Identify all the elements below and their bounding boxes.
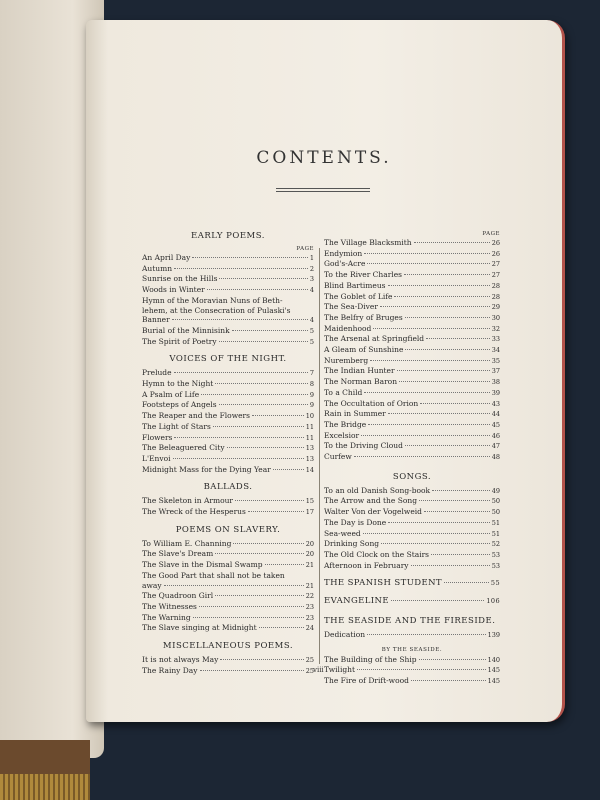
toc-entry bbox=[324, 655, 500, 666]
toc-entry bbox=[142, 465, 314, 476]
toc-entry bbox=[324, 409, 500, 420]
toc-entry-title: The Slave's Dream bbox=[142, 549, 214, 559]
leader-dots bbox=[201, 394, 308, 395]
toc-entry-page: 17 bbox=[305, 508, 314, 517]
toc-entry bbox=[142, 379, 314, 390]
toc-entry-title: The Occultation of Orion bbox=[324, 398, 419, 408]
leader-dots bbox=[273, 469, 304, 470]
toc-entry-page: 46 bbox=[491, 431, 500, 440]
toc-entry-line: The Good Part that shall not be taken bbox=[142, 570, 285, 580]
section-heading: EARLY POEMS. bbox=[191, 231, 265, 241]
toc-entry-title: The Belfry of Bruges bbox=[324, 312, 403, 322]
toc-entry bbox=[324, 561, 500, 572]
leader-dots bbox=[388, 413, 490, 414]
toc-entry-page: 24 bbox=[305, 624, 314, 633]
leader-dots bbox=[405, 349, 489, 350]
leader-dots bbox=[368, 424, 490, 425]
toc-entry-page: 140 bbox=[487, 655, 500, 664]
toc-entry-page: 5 bbox=[309, 326, 314, 335]
toc-entry-title: Banner bbox=[142, 315, 170, 325]
toc-entry bbox=[142, 315, 314, 326]
leader-dots bbox=[354, 456, 490, 457]
toc-entry bbox=[324, 399, 500, 410]
leader-dots bbox=[391, 600, 484, 601]
toc-entry-title: The Fire of Drift-wood bbox=[324, 675, 409, 685]
toc-entry-title: To William E. Channing bbox=[142, 538, 232, 548]
toc-entry bbox=[142, 433, 314, 444]
toc-entry-title: Prelude bbox=[142, 368, 172, 378]
toc-entry-page: 3 bbox=[309, 275, 314, 284]
leader-dots bbox=[232, 330, 308, 331]
toc-entry-page: 27 bbox=[491, 260, 500, 269]
toc-entry-title: Twilight bbox=[324, 665, 355, 675]
page-column-label: PAGE bbox=[296, 246, 314, 252]
toc-entry-title: To the River Charles bbox=[324, 270, 402, 280]
leader-dots bbox=[367, 634, 485, 635]
toc-entry bbox=[142, 623, 314, 634]
toc-entry bbox=[142, 496, 314, 507]
toc-entry-title: The Sea-Diver bbox=[324, 302, 378, 312]
toc-entry-page: 52 bbox=[491, 540, 500, 549]
section-heading: SONGS. bbox=[392, 471, 432, 482]
leader-dots bbox=[193, 617, 304, 618]
leader-dots bbox=[388, 522, 490, 523]
leader-dots bbox=[405, 445, 490, 446]
toc-entry-title: The Spirit of Poetry bbox=[142, 336, 217, 346]
toc-entry bbox=[142, 264, 314, 275]
leader-dots bbox=[419, 500, 490, 501]
toc-entry-title: THE SPANISH STUDENT bbox=[324, 578, 443, 589]
leader-dots bbox=[219, 341, 308, 342]
toc-entry-page: 145 bbox=[487, 676, 500, 685]
leader-dots bbox=[252, 415, 304, 416]
toc-entry-title: A Psalm of Life bbox=[142, 389, 200, 399]
toc-entry-title: The Arrow and the Song bbox=[324, 496, 417, 506]
toc-entry bbox=[142, 337, 314, 348]
toc-entry bbox=[142, 390, 314, 401]
toc-entry-title: The Indian Hunter bbox=[324, 366, 395, 376]
toc-entry-page: 106 bbox=[486, 597, 500, 606]
toc-entry-page: 13 bbox=[305, 444, 314, 453]
toc-entry-title: The Quadroon Girl bbox=[142, 591, 214, 601]
toc-entry-page: 21 bbox=[305, 581, 314, 590]
toc-entry-page: 48 bbox=[491, 453, 500, 462]
toc-entry bbox=[142, 411, 314, 422]
leader-dots bbox=[364, 253, 490, 254]
toc-entry-title: Blind Bartimeus bbox=[324, 280, 386, 290]
toc-entry-title: Sunrise on the Hills bbox=[142, 274, 218, 284]
toc-entry-title: The Village Blacksmith bbox=[324, 238, 412, 247]
leader-dots bbox=[431, 554, 490, 555]
toc-entry-page: 33 bbox=[491, 335, 500, 344]
toc-entry-title: Curfew bbox=[324, 452, 352, 462]
leader-dots bbox=[192, 257, 308, 258]
leader-dots bbox=[164, 585, 304, 586]
toc-entry-page: 145 bbox=[487, 666, 500, 675]
toc-entry-page: 26 bbox=[491, 249, 500, 258]
toc-entry-title: The Building of the Ship bbox=[324, 654, 417, 664]
leader-dots bbox=[405, 317, 490, 318]
toc-entry bbox=[142, 326, 314, 337]
toc-entry-title: Nuremberg bbox=[324, 355, 369, 365]
book-edge bbox=[0, 740, 90, 800]
leader-dots bbox=[361, 435, 490, 436]
toc-entry-page: 9 bbox=[309, 390, 314, 399]
leader-dots bbox=[248, 511, 304, 512]
toc-entry bbox=[324, 345, 500, 356]
toc-entry-line: lehem, at the Consecration of Pulaski's bbox=[142, 305, 291, 315]
leader-dots bbox=[227, 447, 304, 448]
toc-entry-page: 53 bbox=[491, 550, 500, 559]
toc-entry-page: 9 bbox=[309, 401, 314, 410]
leader-dots bbox=[397, 370, 490, 371]
toc-entry bbox=[324, 313, 500, 324]
toc-entry-title: Burial of the Minnisink bbox=[142, 325, 230, 335]
toc-entry-title: away bbox=[142, 580, 162, 590]
leader-dots bbox=[174, 437, 303, 438]
toc-entry-title: Walter Von der Vogelweid bbox=[324, 507, 422, 517]
toc-entry-title: Woods in Winter bbox=[142, 285, 205, 295]
toc-entry-page: 44 bbox=[491, 410, 500, 419]
toc-entry-page: 51 bbox=[491, 518, 500, 527]
toc-entry-page: 15 bbox=[305, 497, 314, 506]
leader-dots bbox=[207, 289, 308, 290]
leader-dots bbox=[419, 659, 486, 660]
toc-entry bbox=[324, 441, 500, 452]
toc-entry-title: Rain in Summer bbox=[324, 409, 386, 419]
leader-dots bbox=[444, 582, 489, 583]
toc-entry-page: 10 bbox=[305, 412, 314, 421]
toc-entry bbox=[324, 630, 500, 641]
leader-dots bbox=[215, 383, 308, 384]
toc-entry-page: 50 bbox=[491, 508, 500, 517]
toc-entry-page: 26 bbox=[491, 239, 500, 247]
leader-dots bbox=[233, 543, 303, 544]
toc-entry bbox=[142, 400, 314, 411]
page-folio: viii bbox=[313, 666, 324, 674]
section-heading: VOICES OF THE NIGHT. bbox=[169, 354, 287, 365]
toc-entry bbox=[324, 518, 500, 529]
toc-entry-page: 20 bbox=[305, 539, 314, 548]
toc-entry-title: The Slave in the Dismal Swamp bbox=[142, 560, 263, 570]
toc-entry-title: The Light of Stars bbox=[142, 421, 211, 431]
leader-dots bbox=[173, 458, 304, 459]
toc-entry-page: 29 bbox=[491, 303, 500, 312]
toc-entry-title: The Goblet of Life bbox=[324, 291, 393, 301]
toc-entry-page: 47 bbox=[491, 442, 500, 451]
toc-entry-page: 1 bbox=[309, 254, 314, 262]
leader-dots bbox=[388, 285, 490, 286]
toc-entry-page: 49 bbox=[491, 486, 500, 495]
page-column-label: PAGE bbox=[482, 231, 500, 237]
toc-entry-title: The Witnesses bbox=[142, 601, 197, 611]
toc-entry bbox=[142, 507, 314, 518]
leader-dots bbox=[219, 404, 308, 405]
toc-entry bbox=[324, 388, 500, 399]
leader-dots bbox=[265, 564, 304, 565]
toc-entry-page: 25 bbox=[305, 666, 314, 675]
toc-entry-page: 14 bbox=[305, 465, 314, 474]
toc-entry-title: A Gleam of Sunshine bbox=[324, 345, 404, 355]
toc-entry bbox=[142, 274, 314, 285]
contents-page bbox=[86, 20, 565, 722]
leader-dots bbox=[420, 403, 490, 404]
leader-dots bbox=[399, 381, 490, 382]
toc-entry bbox=[142, 454, 314, 465]
toc-entry-title: To the Driving Cloud bbox=[324, 441, 403, 451]
leader-dots bbox=[363, 533, 490, 534]
leader-dots bbox=[357, 669, 486, 670]
subsection-heading: BY THE SEASIDE. bbox=[381, 646, 443, 653]
leader-dots bbox=[380, 306, 490, 307]
toc-entry-page: 4 bbox=[309, 286, 314, 295]
toc-entry-title: Midnight Mass for the Dying Year bbox=[142, 464, 271, 474]
toc-entry bbox=[142, 560, 314, 571]
toc-entry-title: The Arsenal at Springfield bbox=[324, 334, 425, 344]
toc-entry-page: 2 bbox=[309, 264, 314, 273]
toc-entry-title: The Day is Done bbox=[324, 517, 387, 527]
toc-entry bbox=[142, 549, 314, 560]
toc-entry-page: 27 bbox=[491, 271, 500, 280]
toc-entry-page: 23 bbox=[305, 602, 314, 611]
left-column bbox=[142, 230, 314, 677]
leader-dots bbox=[411, 680, 486, 681]
leader-dots bbox=[235, 500, 304, 501]
leader-dots bbox=[370, 360, 490, 361]
leader-dots bbox=[172, 319, 308, 320]
toc-entry bbox=[324, 665, 500, 676]
toc-entry-title: L'Envoi bbox=[142, 453, 171, 463]
toc-entry-title: EVANGELINE bbox=[324, 596, 389, 607]
toc-entry-page: 21 bbox=[305, 561, 314, 570]
toc-entry bbox=[142, 539, 314, 550]
section-heading: MISCELLANEOUS POEMS. bbox=[162, 641, 294, 652]
toc-entry-title: Sea-weed bbox=[324, 528, 361, 538]
title-rule bbox=[276, 188, 370, 192]
leader-dots bbox=[200, 670, 304, 671]
toc-entry bbox=[324, 324, 500, 335]
toc-entry-page: 28 bbox=[491, 292, 500, 301]
toc-entry-page: 28 bbox=[491, 281, 500, 290]
section-heading: THE SEASIDE AND THE FIRESIDE. bbox=[324, 615, 496, 626]
toc-entry-page: 51 bbox=[491, 529, 500, 538]
toc-entry bbox=[142, 253, 314, 264]
toc-entry bbox=[324, 676, 500, 687]
leader-dots bbox=[381, 543, 490, 544]
toc-entry-page: 8 bbox=[309, 380, 314, 389]
right-column bbox=[324, 230, 500, 687]
toc-entry-title: Autumn bbox=[142, 263, 173, 273]
toc-entry-page: 34 bbox=[491, 346, 500, 355]
toc-entry bbox=[324, 539, 500, 550]
toc-entry bbox=[324, 334, 500, 345]
toc-entry bbox=[142, 655, 314, 666]
toc-entry bbox=[324, 302, 500, 313]
toc-entry-page: 25 bbox=[305, 656, 314, 665]
toc-entry-title: Maidenhood bbox=[324, 323, 372, 333]
toc-entry-page: 23 bbox=[305, 613, 314, 622]
toc-entry-title: To an old Danish Song-book bbox=[324, 485, 431, 495]
toc-entry-title: The Warning bbox=[142, 612, 191, 622]
toc-entry-page: 45 bbox=[491, 420, 500, 429]
toc-entry-title: Hymn to the Night bbox=[142, 379, 214, 389]
leader-dots bbox=[364, 392, 489, 393]
leader-dots bbox=[213, 426, 304, 427]
toc-entry bbox=[142, 602, 314, 613]
toc-entry-page: 38 bbox=[491, 378, 500, 387]
toc-entry-title: Excelsior bbox=[324, 430, 360, 440]
leader-dots bbox=[174, 372, 308, 373]
leader-dots bbox=[219, 278, 307, 279]
toc-entry-title: It is not always May bbox=[142, 655, 219, 665]
toc-entry-page: 43 bbox=[491, 399, 500, 408]
toc-entry-page: 55 bbox=[490, 579, 500, 588]
page-title: CONTENTS. bbox=[256, 148, 392, 168]
toc-entry bbox=[324, 507, 500, 518]
toc-entry-title: Flowers bbox=[142, 432, 173, 442]
section-heading: BALLADS. bbox=[203, 482, 253, 493]
leader-dots bbox=[199, 606, 304, 607]
toc-entry-major bbox=[324, 579, 500, 589]
toc-entry-page: 11 bbox=[305, 422, 314, 431]
toc-entry-title: To a Child bbox=[324, 387, 363, 397]
toc-entry-page: 30 bbox=[491, 313, 500, 322]
toc-entry bbox=[142, 368, 314, 379]
toc-entry-title: Dedication bbox=[324, 629, 366, 639]
toc-entry bbox=[324, 238, 500, 249]
column-divider bbox=[319, 248, 320, 664]
toc-entry-page: 37 bbox=[491, 367, 500, 376]
leader-dots bbox=[373, 328, 489, 329]
toc-entry-title: The Beleaguered City bbox=[142, 443, 225, 453]
toc-entry bbox=[324, 496, 500, 507]
toc-entry bbox=[142, 666, 314, 677]
toc-entry bbox=[142, 422, 314, 433]
toc-entry-title: The Slave singing at Midnight bbox=[142, 623, 257, 633]
toc-entry-major bbox=[324, 597, 500, 607]
toc-entry-title: Drinking Song bbox=[324, 539, 380, 549]
toc-entry-page: 39 bbox=[491, 388, 500, 397]
toc-entry bbox=[324, 356, 500, 367]
toc-entry-title: The Rainy Day bbox=[142, 665, 198, 675]
toc-entry bbox=[142, 581, 314, 592]
toc-entry bbox=[324, 377, 500, 388]
toc-entry bbox=[324, 486, 500, 497]
toc-entry-title: Footsteps of Angels bbox=[142, 400, 217, 410]
toc-entry-title: God's-Acre bbox=[324, 259, 366, 269]
toc-entry-page: 50 bbox=[491, 497, 500, 506]
leader-dots bbox=[367, 263, 489, 264]
leader-dots bbox=[424, 511, 490, 512]
toc-entry-page: 13 bbox=[305, 454, 314, 463]
leader-dots bbox=[414, 242, 490, 243]
toc-entry bbox=[324, 529, 500, 540]
toc-entry bbox=[324, 259, 500, 270]
leader-dots bbox=[174, 268, 308, 269]
leader-dots bbox=[215, 595, 304, 596]
toc-entry bbox=[324, 270, 500, 281]
leader-dots bbox=[404, 274, 490, 275]
toc-entry bbox=[324, 431, 500, 442]
toc-entry-title: The Wreck of the Hesperus bbox=[142, 507, 246, 517]
leader-dots bbox=[259, 627, 304, 628]
leader-dots bbox=[411, 565, 490, 566]
toc-entry bbox=[142, 613, 314, 624]
toc-entry-page: 35 bbox=[491, 356, 500, 365]
leader-dots bbox=[432, 490, 490, 491]
toc-entry bbox=[142, 285, 314, 296]
toc-entry bbox=[324, 420, 500, 431]
toc-entry-title: The Bridge bbox=[324, 419, 367, 429]
toc-entry-title: Afternoon in February bbox=[324, 560, 409, 570]
toc-entry bbox=[324, 292, 500, 303]
toc-entry-title: Endymion bbox=[324, 248, 363, 258]
leader-dots bbox=[215, 553, 303, 554]
toc-entry-page: 20 bbox=[305, 550, 314, 559]
toc-entry-page: 4 bbox=[309, 316, 314, 325]
section-heading: POEMS ON SLAVERY. bbox=[175, 524, 281, 535]
toc-entry-title: An April Day bbox=[142, 253, 191, 262]
toc-entry-page: 32 bbox=[491, 324, 500, 333]
toc-entry bbox=[324, 366, 500, 377]
leader-dots bbox=[426, 338, 490, 339]
toc-entry bbox=[142, 443, 314, 454]
toc-entry-page: 53 bbox=[491, 561, 500, 570]
toc-entry-page: 11 bbox=[305, 433, 314, 442]
toc-entry bbox=[324, 281, 500, 292]
leader-dots bbox=[394, 296, 489, 297]
toc-entry-page: 7 bbox=[309, 369, 314, 378]
toc-entry-page: 5 bbox=[309, 337, 314, 346]
toc-entry-title: The Skeleton in Armour bbox=[142, 496, 234, 506]
toc-entry-title: The Old Clock on the Stairs bbox=[324, 549, 430, 559]
toc-entry-page: 22 bbox=[305, 592, 314, 601]
toc-entry-title: The Norman Baron bbox=[324, 377, 398, 387]
toc-entry bbox=[324, 550, 500, 561]
toc-entry-title: The Reaper and the Flowers bbox=[142, 411, 250, 421]
toc-entry-page: 139 bbox=[487, 630, 500, 639]
toc-entry bbox=[324, 249, 500, 260]
leader-dots bbox=[220, 659, 303, 660]
toc-entry bbox=[142, 591, 314, 602]
toc-entry-line: Hymn of the Moravian Nuns of Beth- bbox=[142, 295, 283, 305]
toc-entry bbox=[324, 452, 500, 463]
gilt-edge bbox=[0, 774, 90, 800]
